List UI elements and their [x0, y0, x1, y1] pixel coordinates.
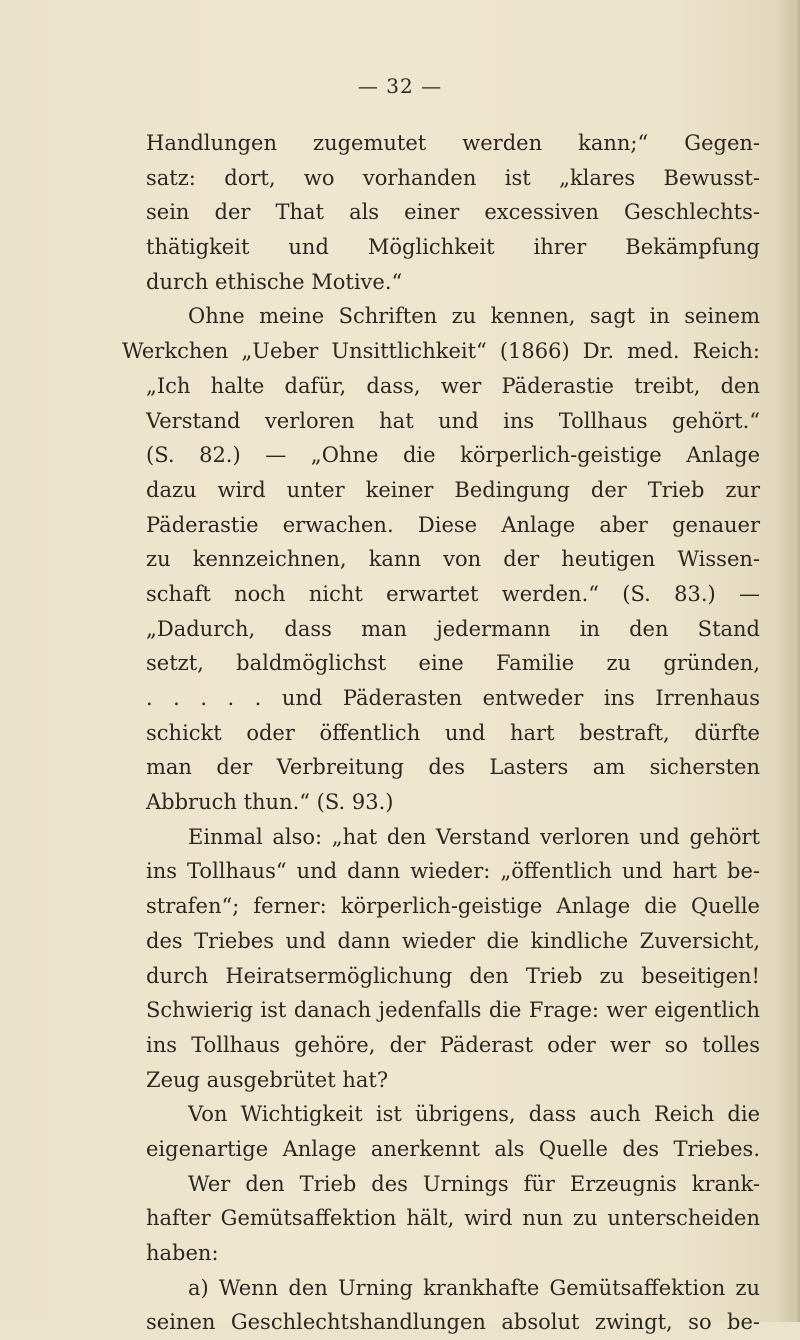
- text-line: Abbruch thun.“ (S. 93.): [146, 790, 394, 815]
- text-line: durch ethische Motive.“: [146, 269, 403, 294]
- text-line: man der Verbreitung des Lasters am sichersten: [146, 755, 760, 780]
- text-line: haben:: [146, 1241, 219, 1265]
- text-line: strafen“; ferner: körperlich-geistige Anlage die Quelle: [146, 894, 760, 919]
- text-line: sein der That als einer excessiven Geschlechts-: [146, 200, 760, 225]
- text-line: setzt, baldmöglichst eine Familie zu gründen,: [146, 651, 760, 676]
- text-line: Ohne meine Schriften zu kennen, sagt in seinem: [188, 304, 760, 329]
- page-edge: [794, 0, 800, 1322]
- text-line: hafter Gemütsaffektion hält, wird nun zu unterscheiden: [146, 1206, 760, 1231]
- text-line: ins Tollhaus“ und dann wieder: „öffentlich und hart be-: [146, 859, 760, 884]
- text-line: Handlungen zugemutet werden kann;“ Gegen-: [146, 131, 760, 155]
- text-line: schaft noch nicht erwartet werden.“ (S. 83.) —: [146, 581, 760, 606]
- text-line: eigenartige Anlage anerkennt als Quelle des Triebes.: [146, 1136, 760, 1161]
- text-line: „Ich halte dafür, dass, wer Päderastie treibt, den: [146, 373, 760, 398]
- text-line: „Dadurch, dass man jedermann in den Stand: [146, 616, 760, 641]
- text-line: . . . . . und Päderasten entweder ins Irrenhaus: [146, 686, 760, 710]
- text-line: Wer den Trieb des Urnings für Erzeugnis krank-: [188, 1171, 760, 1196]
- text-line: satz: dort, wo vorhanden ist „klares Bewusst-: [146, 165, 760, 190]
- text-line: a) Wenn den Urning krankhafte Gemütsaffektion zu: [188, 1275, 760, 1300]
- text-line: Päderastie erwachen. Diese Anlage aber genauer: [146, 512, 760, 537]
- text-line: Verstand verloren hat und ins Tollhaus gehört.“: [146, 408, 760, 433]
- text-line: (S. 82.) — „Ohne die körperlich-geistige Anlage: [146, 443, 760, 468]
- text-line: des Triebes und dann wieder die kindliche Zuversicht,: [146, 928, 760, 953]
- text-line: Werkchen „Ueber Unsittlichkeit“ (1866) Dr. med. Reich:: [122, 339, 760, 364]
- page-number: — 32 —: [357, 74, 443, 98]
- text-line: schickt oder öffentlich und hart bestraft, dürfte: [146, 720, 760, 745]
- text-line: Einmal also: „hat den Verstand verloren und gehört: [188, 824, 760, 849]
- text-line: thätigkeit und Möglichkeit ihrer Bekämpfung: [146, 235, 760, 260]
- text-line: seinen Geschlechtshandlungen absolut zwingt, so be-: [146, 1310, 760, 1335]
- text-line: durch Heiratsermöglichung den Trieb zu beseitigen!: [146, 963, 760, 988]
- text-line: Von Wichtigkeit ist übrigens, dass auch Reich die: [188, 1102, 760, 1127]
- text-line: dazu wird unter keiner Bedingung der Trieb zur: [146, 477, 760, 502]
- text-line: ins Tollhaus gehöre, der Päderast oder wer so tolles: [146, 1032, 760, 1057]
- text-line: zu kennzeichnen, kann von der heutigen Wissen-: [146, 547, 760, 572]
- text-line: Zeug ausgebrütet hat?: [146, 1067, 389, 1092]
- text-line: Schwierig ist danach jedenfalls die Frage: wer eigentlich: [146, 998, 760, 1023]
- body-text: [122, 126, 760, 1340]
